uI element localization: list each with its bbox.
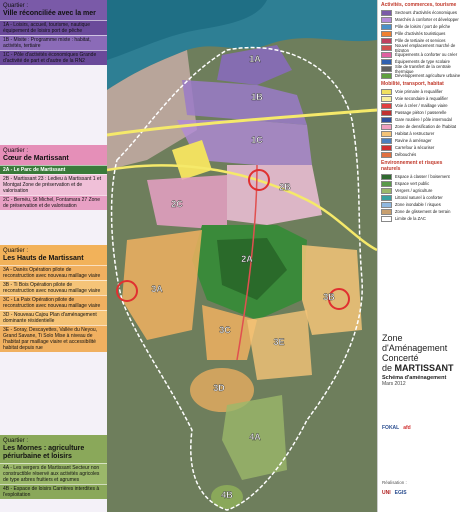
logo-fokal: FOKAL — [382, 425, 400, 431]
quartier-item[interactable]: 2A - Le Parc de Martissant — [0, 165, 107, 174]
legend-swatch — [381, 24, 392, 30]
zone-2b[interactable] — [227, 165, 322, 225]
title-line: Concerté — [382, 353, 419, 363]
legend-row — [378, 88, 464, 95]
quartier-item[interactable]: 4A - Les vergers de Martissant Secteur non constructible réservé aux activités agricoles de type arbres fruitiers et agrumes — [0, 463, 107, 484]
quartier-panel — [0, 0, 107, 512]
legend-label: Pôle de loisirs / port de pêche — [395, 24, 451, 29]
legend-label: Voie secondaire à requalifier — [395, 96, 448, 101]
legend-swatch — [381, 195, 392, 201]
legend-row — [378, 16, 464, 23]
legend-row — [378, 102, 464, 109]
zone-label-3a: 3A — [151, 284, 163, 294]
quartier-heading — [0, 435, 107, 463]
legend-row — [378, 173, 464, 180]
legend-label: Gare routière / pôle intermodal — [395, 117, 452, 122]
quartier-sub: Quartier : — [3, 3, 29, 9]
quartier-title: Les Hauts de Martissant — [3, 255, 84, 262]
legend-row — [378, 116, 464, 123]
legend-row — [378, 95, 464, 102]
legend-row — [378, 187, 464, 194]
date-label: Mars 2012 — [382, 381, 406, 387]
legend-row — [378, 208, 464, 215]
legend-label: Secteurs d'activités économiques — [395, 10, 458, 15]
quartier-item[interactable]: 3D - Nouveau Cajou Plan d'aménagement dominante résidentielle — [0, 310, 107, 325]
quartier-block[interactable] — [0, 145, 107, 245]
legend-label: Espace vert public — [395, 181, 430, 186]
legend-label: Pôle d'activités touristiques — [395, 31, 446, 36]
zone-label-1c: 1C — [251, 135, 263, 145]
legend-swatch — [381, 145, 392, 151]
legend-swatch — [381, 96, 392, 102]
quartier-sub: Quartier : — [3, 438, 29, 444]
logos-row-1 — [382, 425, 415, 431]
zone-label-2c: 2C — [171, 199, 183, 209]
legend-section-title: Activités, commerces, tourisme — [381, 2, 457, 8]
legend-row — [378, 180, 464, 187]
logo-egis: EGIS — [394, 490, 407, 496]
quartier-block[interactable] — [0, 435, 107, 512]
zone-label-3b: 3B — [323, 292, 335, 302]
legend-swatch — [381, 45, 392, 51]
zone-label-2b: 2B — [279, 182, 291, 192]
title-line: de — [382, 363, 393, 373]
legend-label: Espace à classer / boisement — [395, 174, 450, 179]
zone-label-3e: 3E — [273, 337, 285, 347]
quartier-heading — [0, 145, 107, 165]
zone-2c[interactable] — [147, 175, 227, 230]
legend-swatch — [381, 31, 392, 37]
logo-uni: UNI — [382, 490, 391, 496]
legend-row — [378, 44, 464, 51]
legend-swatch — [381, 124, 392, 130]
legend-swatch — [381, 59, 392, 65]
legend-swatch — [381, 103, 392, 109]
quartier-item[interactable]: 1C - Pôle d'activités économiques Grande d'activité de part et d'autre de la RN2 — [0, 50, 107, 65]
title-block — [377, 330, 464, 512]
legend-label: Vergers / agriculture — [395, 188, 433, 193]
quartier-sub: Quartier : — [3, 248, 29, 254]
legend-swatch — [381, 131, 392, 137]
quartier-item[interactable]: 1A - Loisirs, accueil, tourisme, nautique équipement de loisirs port de pêche — [0, 20, 107, 35]
legend-row — [378, 194, 464, 201]
zone-label-4a: 4A — [249, 432, 261, 442]
quartier-block[interactable] — [0, 245, 107, 435]
quartier-item[interactable]: 4B - Espace de loisirs Carrières interdites à l'exploitation — [0, 484, 107, 499]
title-line: Zone — [382, 333, 403, 343]
legend-swatch — [381, 209, 392, 215]
legend-swatch — [381, 66, 392, 72]
quartier-sub: Quartier : — [3, 148, 29, 154]
quartier-title: Les Mornes : agriculture périurbaine et loisirs — [3, 445, 85, 460]
quartier-item[interactable]: 1B - Mixite : Programme mixte : habitat, activités, tertiaire — [0, 35, 107, 50]
legend-label: Équipements de type scolaire — [395, 59, 450, 64]
zone-label-3c: 3C — [219, 325, 231, 335]
legend-row — [378, 23, 464, 30]
quartier-heading — [0, 0, 107, 20]
legend-swatch — [381, 52, 392, 58]
legend-row — [378, 51, 464, 58]
zac-title — [378, 330, 464, 373]
credit-label: Réalisation : — [382, 480, 407, 485]
logos-row-2 — [382, 490, 411, 496]
legend-swatch — [381, 110, 392, 116]
legend-swatch — [381, 138, 392, 144]
quartier-block[interactable] — [0, 0, 107, 145]
quartier-item[interactable]: 3B - Ti Bois Opération pilote de reconstruction avec nouveau maillage viaire — [0, 280, 107, 295]
legend-label: Marchés à conforter et développer — [395, 17, 459, 22]
map[interactable] — [107, 0, 377, 512]
title-name: MARTISSANT — [394, 363, 454, 373]
legend-row — [378, 30, 464, 37]
legend-row — [378, 144, 464, 151]
legend-label: Site de transfert de la centrale thermique — [395, 63, 451, 74]
legend-swatch — [381, 117, 392, 123]
legend-swatch — [381, 181, 392, 187]
legend-label: Équipements à conforter ou créer — [395, 52, 458, 57]
legend-swatch — [381, 152, 392, 158]
legend-swatch — [381, 73, 392, 79]
legend-swatch — [381, 188, 392, 194]
quartier-item[interactable]: 3C - La Paix Opération pilote de reconstruction avec nouveau maillage viaire — [0, 295, 107, 310]
legend-label: Ravine à aménager — [395, 138, 432, 143]
legend-row — [378, 130, 464, 137]
legend-swatch — [381, 17, 392, 23]
map-svg — [107, 0, 377, 512]
legend-row — [378, 123, 464, 130]
legend-swatch — [381, 202, 392, 208]
legend-label: Nouvel emplacement marché de Bizoton — [395, 42, 456, 53]
legend-label: Passage piéton / passerelle — [395, 110, 447, 115]
legend-label: Limite de la ZAC — [395, 216, 426, 221]
legend-row — [378, 137, 464, 144]
legend-section-title: Environnement et risques naturels — [381, 160, 443, 172]
legend-label: Développement agriculture urbaine — [395, 73, 461, 78]
legend-row — [378, 151, 464, 158]
legend-swatch — [381, 174, 392, 180]
quartier-item[interactable]: 3E - Soray, Descayettes, Vallée du Neyou, Grand Savane, Ti Solo Mise à niveau de l'habitat par maillage viaire et accessibilité habitat depuis rue — [0, 325, 107, 352]
legend-row — [378, 72, 464, 79]
legend-swatch — [381, 38, 392, 44]
legend-label: Voie primaire à requalifier — [395, 89, 443, 94]
quartier-item[interactable]: 3A - Danès Opération pilote de reconstruction avec nouveau maillage viaire — [0, 265, 107, 280]
legend-swatch — [381, 10, 392, 16]
legend-row — [378, 201, 464, 208]
legend-row — [378, 9, 464, 16]
legend-label: Zone inondable / risques — [395, 202, 441, 207]
legend-section-title: Mobilité, transport, habitat — [381, 81, 444, 87]
legend-label: Pôle de tertiaire et services — [395, 38, 446, 43]
legend-label: Débouchés — [395, 152, 417, 157]
legend-row — [378, 215, 464, 222]
legend-label: Zone de glissement de terrain — [395, 209, 451, 214]
legend-swatch — [381, 216, 392, 222]
quartier-item[interactable]: 2C - Bernéu, St Michel, Fontamara 27 Zone de préservation et de valorisation — [0, 195, 107, 210]
zone-label-1a: 1A — [249, 54, 261, 64]
legend-swatch — [381, 89, 392, 95]
legend-label: Voie à créer / maillage viaire — [395, 103, 448, 108]
quartier-title: Cœur de Martissant — [3, 155, 69, 162]
legend — [377, 0, 464, 330]
legend-label: Habitat à restructurer — [395, 131, 435, 136]
legend-label: Littoral naturel à conforter — [395, 195, 443, 200]
logo-afd: afd — [403, 425, 411, 431]
zone-label-4b: 4B — [221, 490, 233, 500]
schema-label: Schéma d'aménagement — [382, 375, 447, 381]
zone-label-1b: 1B — [251, 92, 263, 102]
quartier-title: Ville réconciliée avec la mer — [3, 10, 96, 17]
title-line: d'Aménagement — [382, 343, 448, 353]
quartier-item[interactable]: 2B - Martissant 23 : Ledieu à Martissant 1 et Montgat Zone de préservation et de valorisation — [0, 174, 107, 195]
legend-row — [378, 65, 464, 72]
quartier-heading — [0, 245, 107, 265]
zone-label-2a: 2A — [241, 254, 253, 264]
legend-row — [378, 109, 464, 116]
legend-label: Carrefour à sécuriser — [395, 145, 435, 150]
legend-label: Zone de densification de l'habitat — [395, 124, 457, 129]
zone-label-3d: 3D — [213, 383, 225, 393]
zone-3b[interactable] — [302, 245, 362, 335]
